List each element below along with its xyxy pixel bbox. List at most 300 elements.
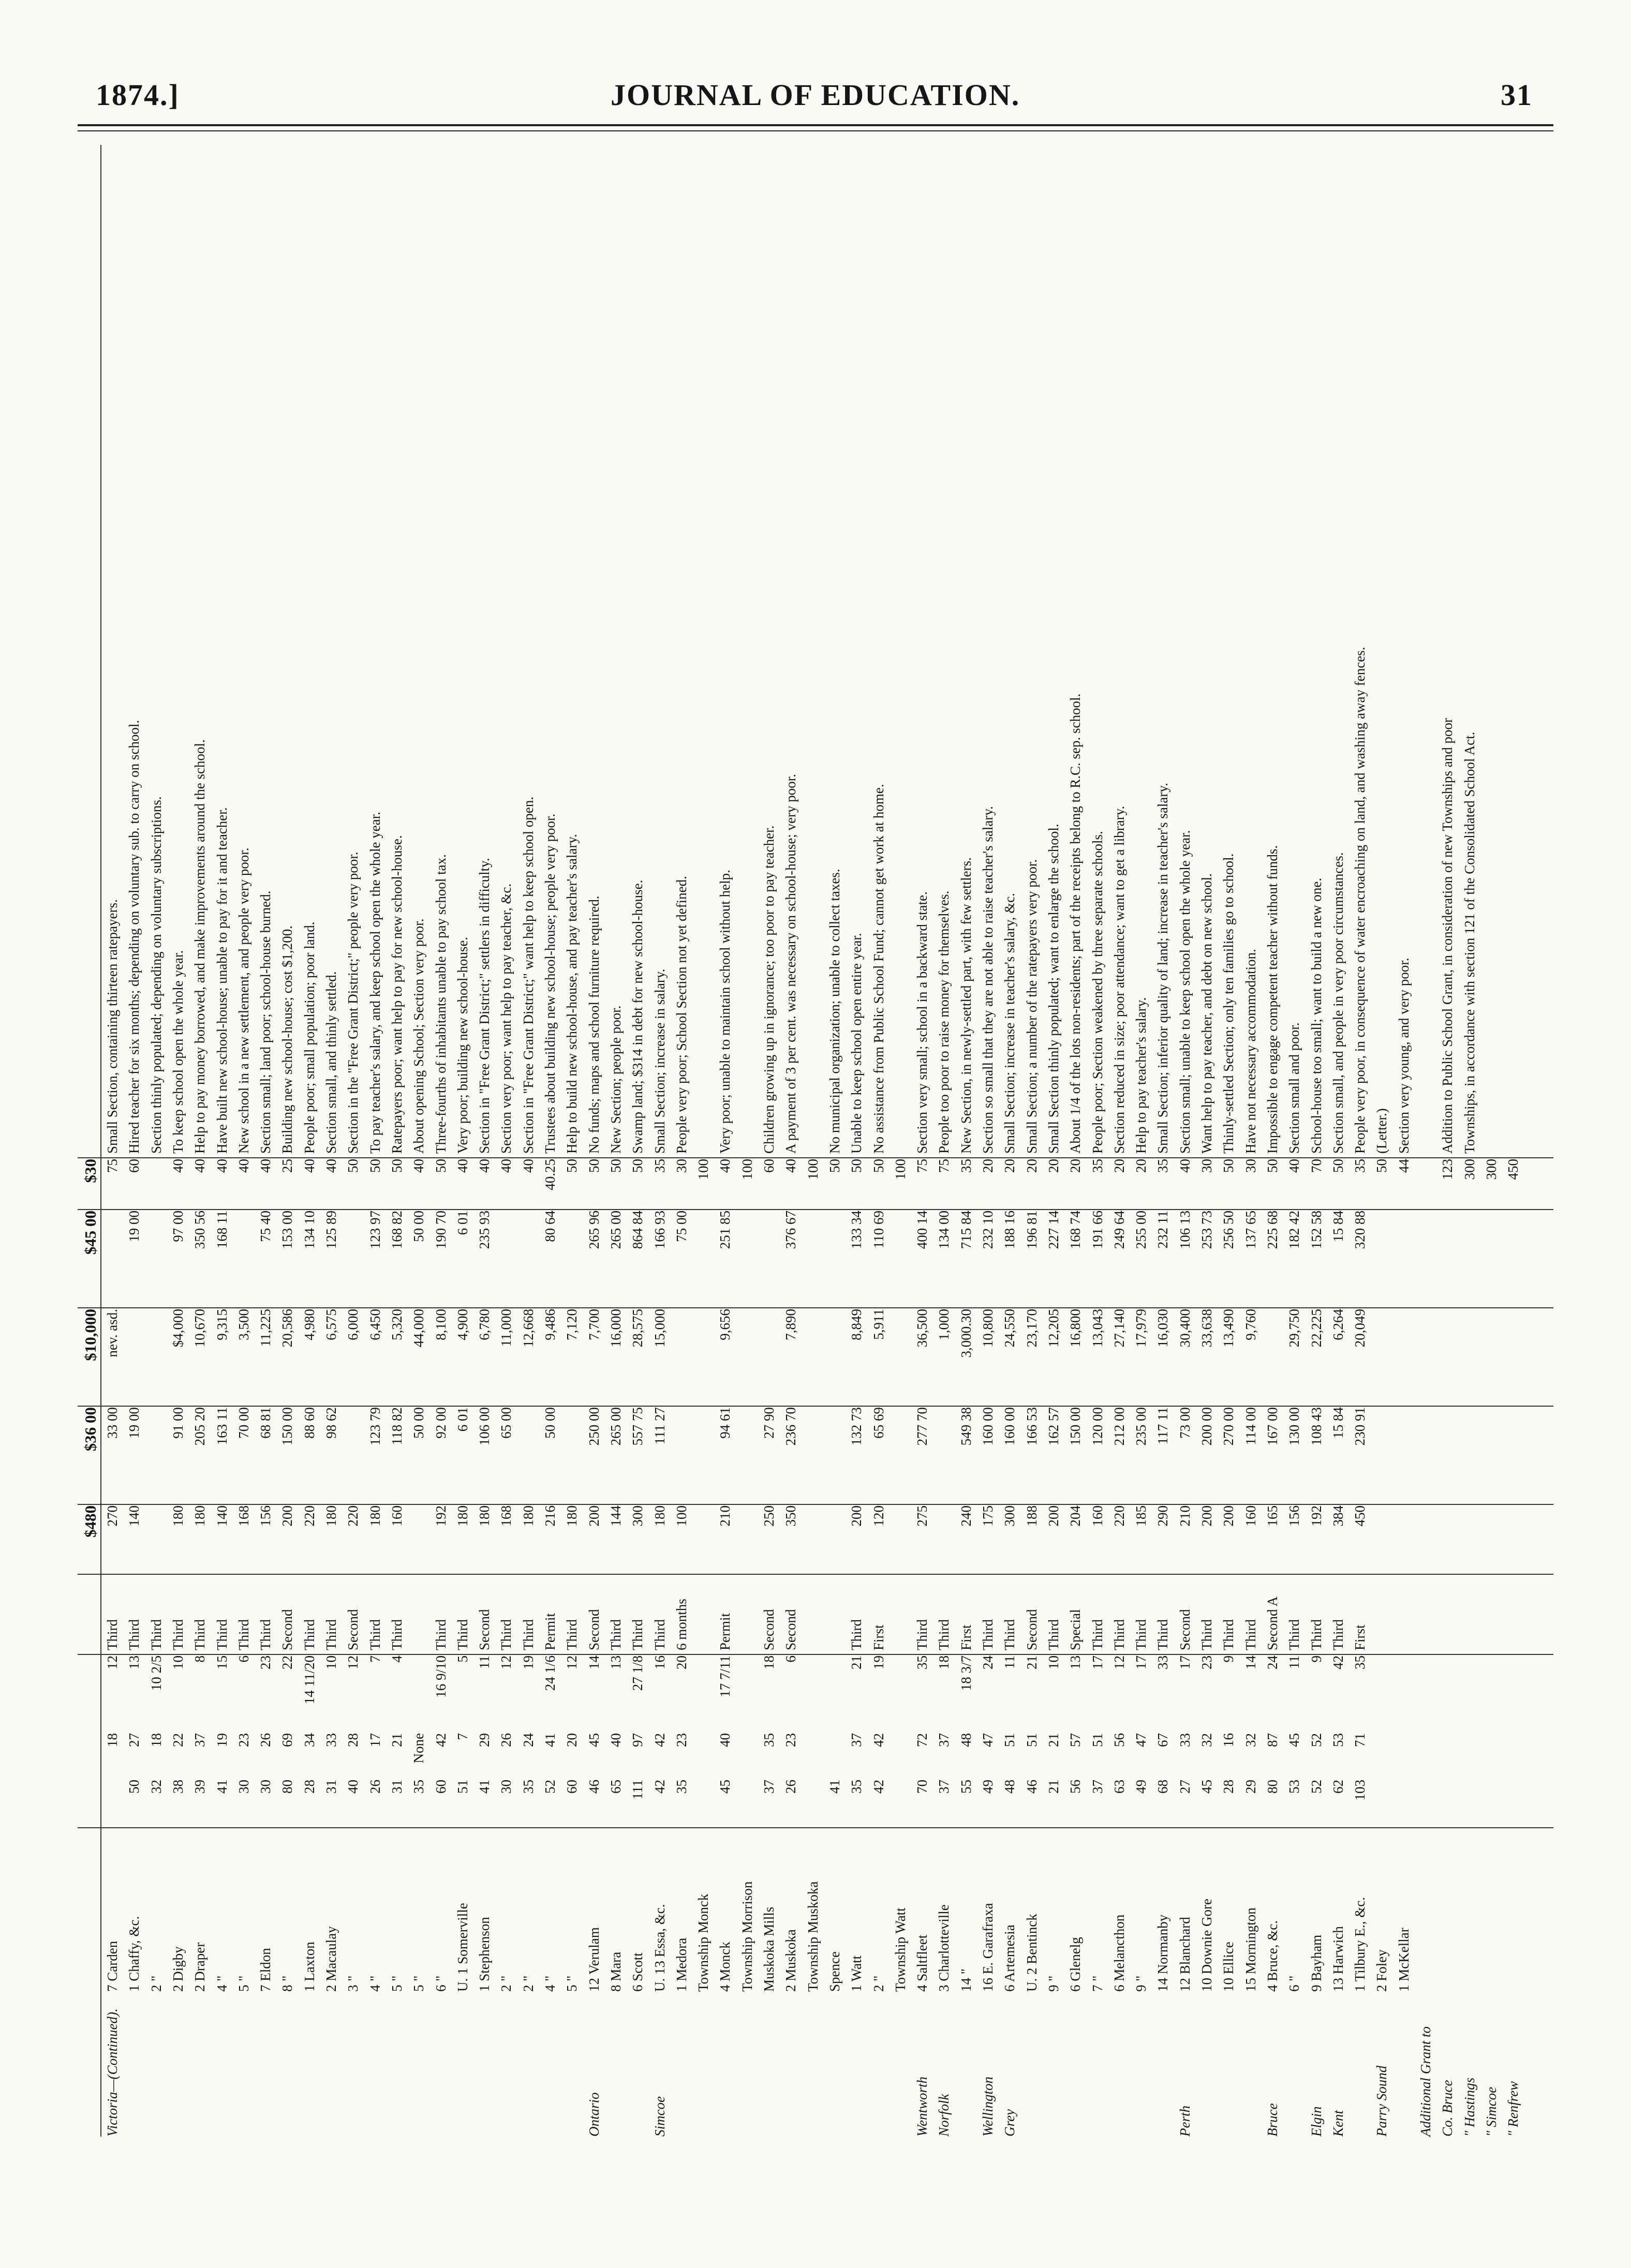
cell-district xyxy=(323,1997,339,2137)
cell-assessment xyxy=(1505,1309,1521,1402)
cell-grant: 50 xyxy=(1221,1159,1237,1173)
cell-certificate xyxy=(411,1578,426,1650)
cell-grant: 300 xyxy=(1461,1159,1477,1180)
cell-salary: 185 xyxy=(1133,1505,1149,1527)
cell-col-a: 35 xyxy=(520,1780,536,1794)
cell-school-section xyxy=(1484,1826,1499,1992)
journal-title: JOURNAL OF EDUCATION. xyxy=(611,78,1020,112)
cell-grant: 35 xyxy=(651,1159,668,1173)
cell-grant: 100 xyxy=(695,1159,711,1180)
column-divider xyxy=(78,1157,1553,1158)
cell-col-c: 24 1/6 xyxy=(542,1655,558,1691)
cell-grant: 60 xyxy=(126,1159,142,1173)
cell-certificate: First xyxy=(1352,1624,1368,1650)
cell-col-c xyxy=(695,1655,711,1728)
top-rule xyxy=(78,124,1553,126)
cell-grant: 40.25 xyxy=(542,1159,558,1190)
cell-grant: 100 xyxy=(739,1159,755,1180)
cell-salary xyxy=(1440,1505,1455,1568)
cell-col-b: 19 xyxy=(214,1733,230,1747)
cell-salary xyxy=(1462,1505,1477,1568)
cell-col-a xyxy=(1484,1780,1499,1821)
cell-col-c xyxy=(739,1655,755,1728)
cell-col-b: 45 xyxy=(1286,1733,1302,1747)
cell-certificate: First xyxy=(870,1624,886,1650)
cell-col-b: 20 xyxy=(564,1733,580,1747)
column-divider xyxy=(78,1307,1553,1308)
cell-district xyxy=(498,1997,514,2137)
cell-district xyxy=(389,1997,405,2137)
cell-district: Wentworth xyxy=(914,2076,930,2137)
cell-remarks: People poor; Section weakened by three separate schools. xyxy=(1089,831,1105,1154)
cell-grant: 40 xyxy=(301,1159,317,1173)
cell-col-c xyxy=(83,1655,98,1728)
column-divider xyxy=(78,1654,1553,1655)
cell-district: Parry Sound xyxy=(1374,2065,1390,2137)
cell-remarks: (Letter.) xyxy=(1374,1108,1390,1154)
cell-salary: 200 xyxy=(1045,1505,1061,1527)
cell-total: 50 00 xyxy=(411,1211,427,1242)
cell-amount: 106 00 xyxy=(477,1407,493,1446)
cell-total xyxy=(1396,1211,1412,1304)
cell-col-a xyxy=(1462,1780,1477,1821)
cell-col-c: 6 xyxy=(235,1655,251,1663)
cell-col-b: 29 xyxy=(477,1733,493,1747)
cell-certificate: Third xyxy=(433,1619,449,1650)
cell-amount xyxy=(827,1407,842,1500)
cell-district xyxy=(630,1997,645,2137)
cell-salary: 180 xyxy=(192,1505,208,1527)
cell-salary: 216 xyxy=(542,1505,558,1527)
cell-assessment: 3,500 xyxy=(235,1309,251,1340)
cell-col-a xyxy=(1505,1780,1521,1821)
cell-assessment: 4,900 xyxy=(454,1309,470,1340)
cell-salary: 168 xyxy=(498,1505,514,1527)
cell-col-c: 6 xyxy=(783,1655,799,1663)
table-row xyxy=(564,145,580,2137)
cell-amount: 277 70 xyxy=(914,1407,930,1446)
cell-total xyxy=(564,1211,580,1304)
cell-district xyxy=(477,1997,492,2137)
cell-certificate: Third xyxy=(1199,1619,1214,1650)
cell-grant xyxy=(149,1159,164,1205)
cell-district xyxy=(149,1997,164,2137)
cell-certificate: Third xyxy=(454,1619,470,1650)
table-row xyxy=(542,145,558,2137)
cell-col-a: 46 xyxy=(1024,1780,1040,1794)
cell-grant: 60 xyxy=(761,1159,777,1173)
cell-total xyxy=(695,1211,711,1304)
cell-col-b: 28 xyxy=(345,1733,361,1747)
cell-col-a: 51 xyxy=(454,1780,470,1794)
cell-assessment: 12,205 xyxy=(1045,1309,1061,1348)
cell-certificate: Second xyxy=(586,1609,602,1650)
cell-salary xyxy=(739,1505,755,1568)
cell-col-a xyxy=(1374,1780,1389,1821)
table-row xyxy=(1484,145,1499,2137)
cell-district xyxy=(717,1997,733,2137)
cell-col-c xyxy=(1374,1655,1389,1728)
cell-assessment xyxy=(149,1309,164,1402)
cell-school-section: 2 Draper xyxy=(192,1942,208,1992)
column-divider xyxy=(78,1574,1553,1575)
cell-total: 75 00 xyxy=(673,1211,689,1242)
column-divider xyxy=(78,1827,1553,1828)
cell-salary: 270 xyxy=(105,1505,120,1527)
cell-amount: 91 00 xyxy=(170,1407,186,1439)
cell-total: 106 13 xyxy=(1177,1211,1193,1249)
cell-col-b: 18 xyxy=(105,1733,120,1747)
cell-assessment: 6,575 xyxy=(323,1309,339,1340)
cell-total: 265 96 xyxy=(586,1211,602,1249)
cell-total: 168 74 xyxy=(1067,1211,1084,1249)
cell-total: 265 00 xyxy=(607,1211,624,1249)
cell-amount: 70 00 xyxy=(235,1407,251,1439)
cell-remarks: Thinly-settled Section; only ten families go to school. xyxy=(1221,853,1237,1154)
cell-certificate: Third xyxy=(1221,1619,1237,1650)
cell-school-section: 8 " xyxy=(279,1975,295,1992)
cell-school-section: 6 " xyxy=(433,1975,449,1992)
cell-district: Elgin xyxy=(1308,2106,1324,2137)
cell-col-c: 27 1/8 xyxy=(630,1655,646,1691)
cell-district: Kent xyxy=(1330,2110,1346,2137)
table-row xyxy=(498,145,514,2137)
cell-col-c: 13 xyxy=(126,1655,142,1669)
table-row xyxy=(1418,145,1433,2137)
cell-certificate: Third xyxy=(630,1619,646,1650)
cell-salary: 210 xyxy=(1177,1505,1193,1527)
cell-assessment: 20,586 xyxy=(279,1309,295,1348)
cell-grant: 40 xyxy=(323,1159,339,1173)
cell-col-b: 23 xyxy=(235,1733,251,1747)
cell-salary xyxy=(805,1505,821,1568)
cell-col-b: 47 xyxy=(1133,1733,1149,1747)
cell-assessment xyxy=(1374,1309,1389,1402)
cell-col-b: 97 xyxy=(630,1733,646,1747)
cell-school-section: 5 " xyxy=(389,1975,405,1992)
cell-col-a: 70 xyxy=(914,1780,930,1794)
cell-grant: 20 xyxy=(980,1159,996,1173)
cell-col-c: 17 xyxy=(1177,1655,1193,1669)
cell-remarks: Small Section; increase in teacher's salary, &c. xyxy=(1002,893,1018,1154)
cell-col-b xyxy=(1396,1733,1412,1774)
cell-school-section: 6 " xyxy=(1286,1975,1302,1992)
cell-certificate: Third xyxy=(1045,1619,1061,1650)
cell-col-b: 35 xyxy=(761,1733,777,1747)
cell-assessment: 24,550 xyxy=(1002,1309,1018,1348)
cell-total: 400 14 xyxy=(914,1211,930,1249)
cell-col-b: 24 xyxy=(520,1733,536,1747)
cell-salary xyxy=(1505,1505,1521,1568)
cell-school-section: 9 " xyxy=(1045,1975,1061,1992)
cell-district: " Simcoe xyxy=(1483,2086,1499,2137)
cell-certificate: Third xyxy=(258,1619,274,1650)
cell-col-b: 72 xyxy=(914,1733,930,1747)
cell-grant: 40 xyxy=(258,1159,274,1173)
table-row xyxy=(1265,145,1280,2137)
cell-col-b: 48 xyxy=(958,1733,974,1747)
cell-certificate: Second xyxy=(1177,1609,1193,1650)
header-divider xyxy=(100,145,101,2137)
cell-col-b: 47 xyxy=(980,1733,996,1747)
cell-salary: 140 xyxy=(126,1505,142,1527)
cell-amount: 15 84 xyxy=(1330,1407,1346,1439)
cell-col-c xyxy=(1396,1655,1412,1728)
cell-assessment xyxy=(1462,1309,1477,1402)
cell-col-b: 33 xyxy=(1177,1733,1193,1747)
cell-certificate: Third xyxy=(235,1619,251,1650)
cell-grant: 50 xyxy=(870,1159,886,1173)
table-row xyxy=(1177,145,1193,2137)
table-row xyxy=(893,145,908,2137)
cell-certificate: Permit xyxy=(717,1613,733,1650)
cell-assessment: 7,700 xyxy=(586,1309,602,1340)
table-row xyxy=(695,145,711,2137)
cell-remarks: Have built new school-house; unable to pay for it and teacher. xyxy=(214,807,230,1154)
table-row xyxy=(1067,145,1083,2137)
cell-salary xyxy=(1396,1505,1412,1568)
cell-col-b: 32 xyxy=(1242,1733,1258,1747)
column-divider xyxy=(78,1504,1553,1505)
cell-amount xyxy=(1396,1407,1412,1500)
cell-school-section: 2 Muskoka xyxy=(783,1929,799,1992)
cell-salary: 180 xyxy=(367,1505,383,1527)
table-row xyxy=(783,145,798,2137)
cell-school-section: 4 Saltfleet xyxy=(914,1934,930,1992)
cell-col-b: 40 xyxy=(607,1733,624,1747)
cell-salary: 200 xyxy=(849,1505,865,1527)
cell-col-c: 13 xyxy=(1067,1655,1084,1669)
cell-certificate: Third xyxy=(214,1619,230,1650)
cell-certificate: Second A xyxy=(1264,1596,1280,1650)
cell-certificate: Third xyxy=(1330,1619,1346,1650)
cell-col-b xyxy=(1484,1733,1499,1774)
cell-col-a: 30 xyxy=(258,1780,274,1794)
cell-col-a: 32 xyxy=(148,1780,164,1794)
cell-district xyxy=(871,1997,886,2137)
cell-school-section: 5 " xyxy=(411,1975,427,1992)
cell-salary: 180 xyxy=(170,1505,186,1527)
cell-assessment: nev. asd. xyxy=(105,1309,120,1357)
cell-col-c: 10 xyxy=(170,1655,186,1669)
cell-total xyxy=(827,1211,842,1304)
cell-amount: 557 75 xyxy=(630,1407,646,1446)
cell-col-c xyxy=(827,1655,842,1728)
cell-col-a: 49 xyxy=(980,1780,996,1794)
cell-remarks: A payment of 3 per cent. was necessary on school-house; very poor. xyxy=(783,773,799,1154)
cell-remarks: Ratepayers poor; want help to pay for new school-house. xyxy=(389,835,405,1154)
cell-total xyxy=(1505,1211,1521,1304)
cell-remarks: About opening School; Section very poor. xyxy=(411,918,427,1154)
cell-amount: 94 61 xyxy=(717,1407,733,1439)
cell-assessment: 33,638 xyxy=(1199,1309,1214,1348)
cell-certificate: Third xyxy=(1155,1619,1171,1650)
cell-salary: 200 xyxy=(279,1505,295,1527)
cell-salary: 160 xyxy=(1242,1505,1258,1527)
table-row xyxy=(1024,145,1040,2137)
cell-district xyxy=(739,1997,755,2137)
cell-district: Simcoe xyxy=(651,2096,668,2137)
cell-col-c: 11 xyxy=(477,1655,493,1669)
cell-assessment: 5,320 xyxy=(389,1309,405,1340)
cell-assessment: 16,800 xyxy=(1067,1309,1084,1348)
cell-col-c: 14 11/20 xyxy=(301,1655,317,1705)
cell-district xyxy=(1396,1997,1412,2137)
cell-certificate: Third xyxy=(367,1619,383,1650)
cell-school-section: 1 Tilbury E., &c. xyxy=(1352,1897,1368,1992)
cell-salary: 240 xyxy=(958,1505,974,1527)
cell-assessment: 6,780 xyxy=(477,1309,493,1340)
cell-assessment xyxy=(1265,1309,1280,1402)
table-row xyxy=(258,145,273,2137)
cell-col-b xyxy=(1374,1733,1389,1774)
cell-certificate: Third xyxy=(1308,1619,1324,1650)
cell-col-b: 51 xyxy=(1024,1733,1040,1747)
cell-school-section: Township Watt xyxy=(892,1907,908,1992)
cell-district xyxy=(958,1997,974,2137)
cell-grant: 40 xyxy=(214,1159,230,1173)
cell-amount: 50 00 xyxy=(542,1407,558,1439)
table-row xyxy=(1309,145,1324,2137)
cell-remarks: Trustees about building new school-house; people very poor. xyxy=(542,813,558,1154)
cell-remarks: Small Section; increase in salary. xyxy=(651,968,668,1154)
cell-col-b: 45 xyxy=(586,1733,602,1747)
cell-col-a: 31 xyxy=(389,1780,405,1794)
cell-amount xyxy=(674,1407,689,1500)
cell-remarks: Help to build new school-house, and pay teacher's salary. xyxy=(564,834,580,1154)
cell-assessment: 15,000 xyxy=(651,1309,668,1348)
cell-col-c: 14 xyxy=(1242,1655,1258,1669)
cell-total xyxy=(739,1211,755,1304)
cell-col-a: 26 xyxy=(367,1780,383,1794)
cell-total xyxy=(1418,1211,1433,1304)
cell-assessment xyxy=(893,1309,908,1402)
cell-certificate: Third xyxy=(301,1619,317,1650)
cell-school-section: 2 " xyxy=(520,1975,536,1992)
cell-amount: 160 00 xyxy=(1002,1407,1018,1446)
cell-certificate: Second xyxy=(783,1609,799,1650)
cell-grant xyxy=(1418,1159,1433,1205)
cell-district: " Hastings xyxy=(1461,2077,1477,2137)
cell-grant: 100 xyxy=(892,1159,908,1180)
cell-col-b: 42 xyxy=(870,1733,886,1747)
cell-amount: 108 43 xyxy=(1308,1407,1324,1446)
cell-school-section: Township Muskoka xyxy=(805,1881,821,1992)
cell-district xyxy=(411,1997,426,2137)
cell-total: 196 81 xyxy=(1024,1211,1040,1249)
cell-col-c: 16 9/10 xyxy=(433,1655,449,1698)
cell-col-a: 55 xyxy=(958,1780,974,1794)
table-row xyxy=(717,145,733,2137)
cell-remarks xyxy=(1484,145,1499,1154)
cell-col-b: 71 xyxy=(1352,1733,1368,1747)
cell-certificate: Third xyxy=(849,1619,865,1650)
cell-district xyxy=(674,1997,689,2137)
cell-col-a xyxy=(105,1780,120,1821)
cell-district: Wellington xyxy=(980,2076,996,2137)
table-row xyxy=(302,145,317,2137)
cell-district xyxy=(564,1997,580,2137)
cell-grant: 300 xyxy=(1483,1159,1499,1180)
cell-school-section: U. 2 Bentinck xyxy=(1024,1914,1040,1992)
cell-col-c: 24 xyxy=(980,1655,996,1669)
table-row xyxy=(1374,145,1389,2137)
cell-col-c: 5 xyxy=(454,1655,470,1663)
table-row xyxy=(279,145,295,2137)
cell-col-a: 41 xyxy=(214,1780,230,1794)
cell-col-b xyxy=(805,1733,821,1774)
cell-col-c: 12 xyxy=(498,1655,514,1669)
table-row xyxy=(345,145,361,2137)
cell-school-section: 7 " xyxy=(1089,1975,1105,1992)
table-row xyxy=(1046,145,1061,2137)
cell-district xyxy=(1024,1997,1040,2137)
cell-col-a xyxy=(739,1780,755,1821)
cell-certificate: Third xyxy=(126,1619,142,1650)
cell-col-c xyxy=(1440,1655,1455,1728)
cell-total: 97 00 xyxy=(170,1211,186,1242)
cell-salary: 300 xyxy=(1002,1505,1018,1527)
cell-grant: 50 xyxy=(345,1159,361,1173)
cell-col-c: 17 7/11 xyxy=(717,1655,733,1697)
cell-amount: 549 38 xyxy=(958,1407,974,1446)
cell-col-a: 80 xyxy=(279,1780,295,1794)
cell-grant: 50 xyxy=(1330,1159,1346,1173)
table-row xyxy=(1396,145,1412,2137)
cell-col-c: 10 xyxy=(323,1655,339,1669)
page-year: 1874.] xyxy=(96,78,180,112)
cell-amount: 88 60 xyxy=(301,1407,317,1439)
cell-col-c: 23 xyxy=(258,1655,274,1669)
cell-col-a: 62 xyxy=(1330,1780,1346,1794)
table-row xyxy=(126,145,142,2137)
cell-assessment xyxy=(1484,1309,1499,1402)
cell-certificate: Second xyxy=(761,1609,777,1650)
cell-district: Additional Grant to xyxy=(1418,2026,1433,2137)
cell-salary xyxy=(1484,1505,1499,1568)
cell-total: 182 42 xyxy=(1286,1211,1302,1249)
table-row xyxy=(827,145,842,2137)
cell-col-a xyxy=(1440,1780,1455,1821)
cell-salary: 144 xyxy=(607,1505,624,1527)
cell-district xyxy=(455,1997,470,2137)
cell-assessment: 9,486 xyxy=(542,1309,558,1340)
cell-total xyxy=(1484,1211,1499,1304)
cell-salary: $480 xyxy=(81,1505,99,1538)
cell-assessment: 7,120 xyxy=(564,1309,580,1340)
cell-col-c: 12 xyxy=(564,1655,580,1669)
cell-col-c xyxy=(893,1655,908,1728)
cell-certificate: 6 months xyxy=(673,1599,689,1650)
cell-col-b: 21 xyxy=(389,1733,405,1747)
cell-col-b xyxy=(83,1733,98,1774)
cell-assessment: 28,575 xyxy=(630,1309,646,1348)
cell-col-a xyxy=(695,1780,711,1821)
cell-assessment: 6,000 xyxy=(345,1309,361,1340)
cell-grant: 25 xyxy=(279,1159,295,1173)
cell-col-c: 19 xyxy=(870,1655,886,1669)
cell-total: 123 97 xyxy=(367,1211,383,1249)
cell-col-a: 52 xyxy=(542,1780,558,1794)
cell-district xyxy=(1221,1997,1236,2137)
cell-school-section: 2 " xyxy=(498,1975,514,1992)
cell-amount: 50 00 xyxy=(411,1407,427,1439)
cell-remarks: Section reduced in size; poor attendance; want to get a library. xyxy=(1111,805,1127,1154)
table-row xyxy=(871,145,886,2137)
cell-col-b xyxy=(1505,1733,1521,1774)
cell-grant: 50 xyxy=(389,1159,405,1173)
cell-col-b: None xyxy=(411,1733,427,1764)
